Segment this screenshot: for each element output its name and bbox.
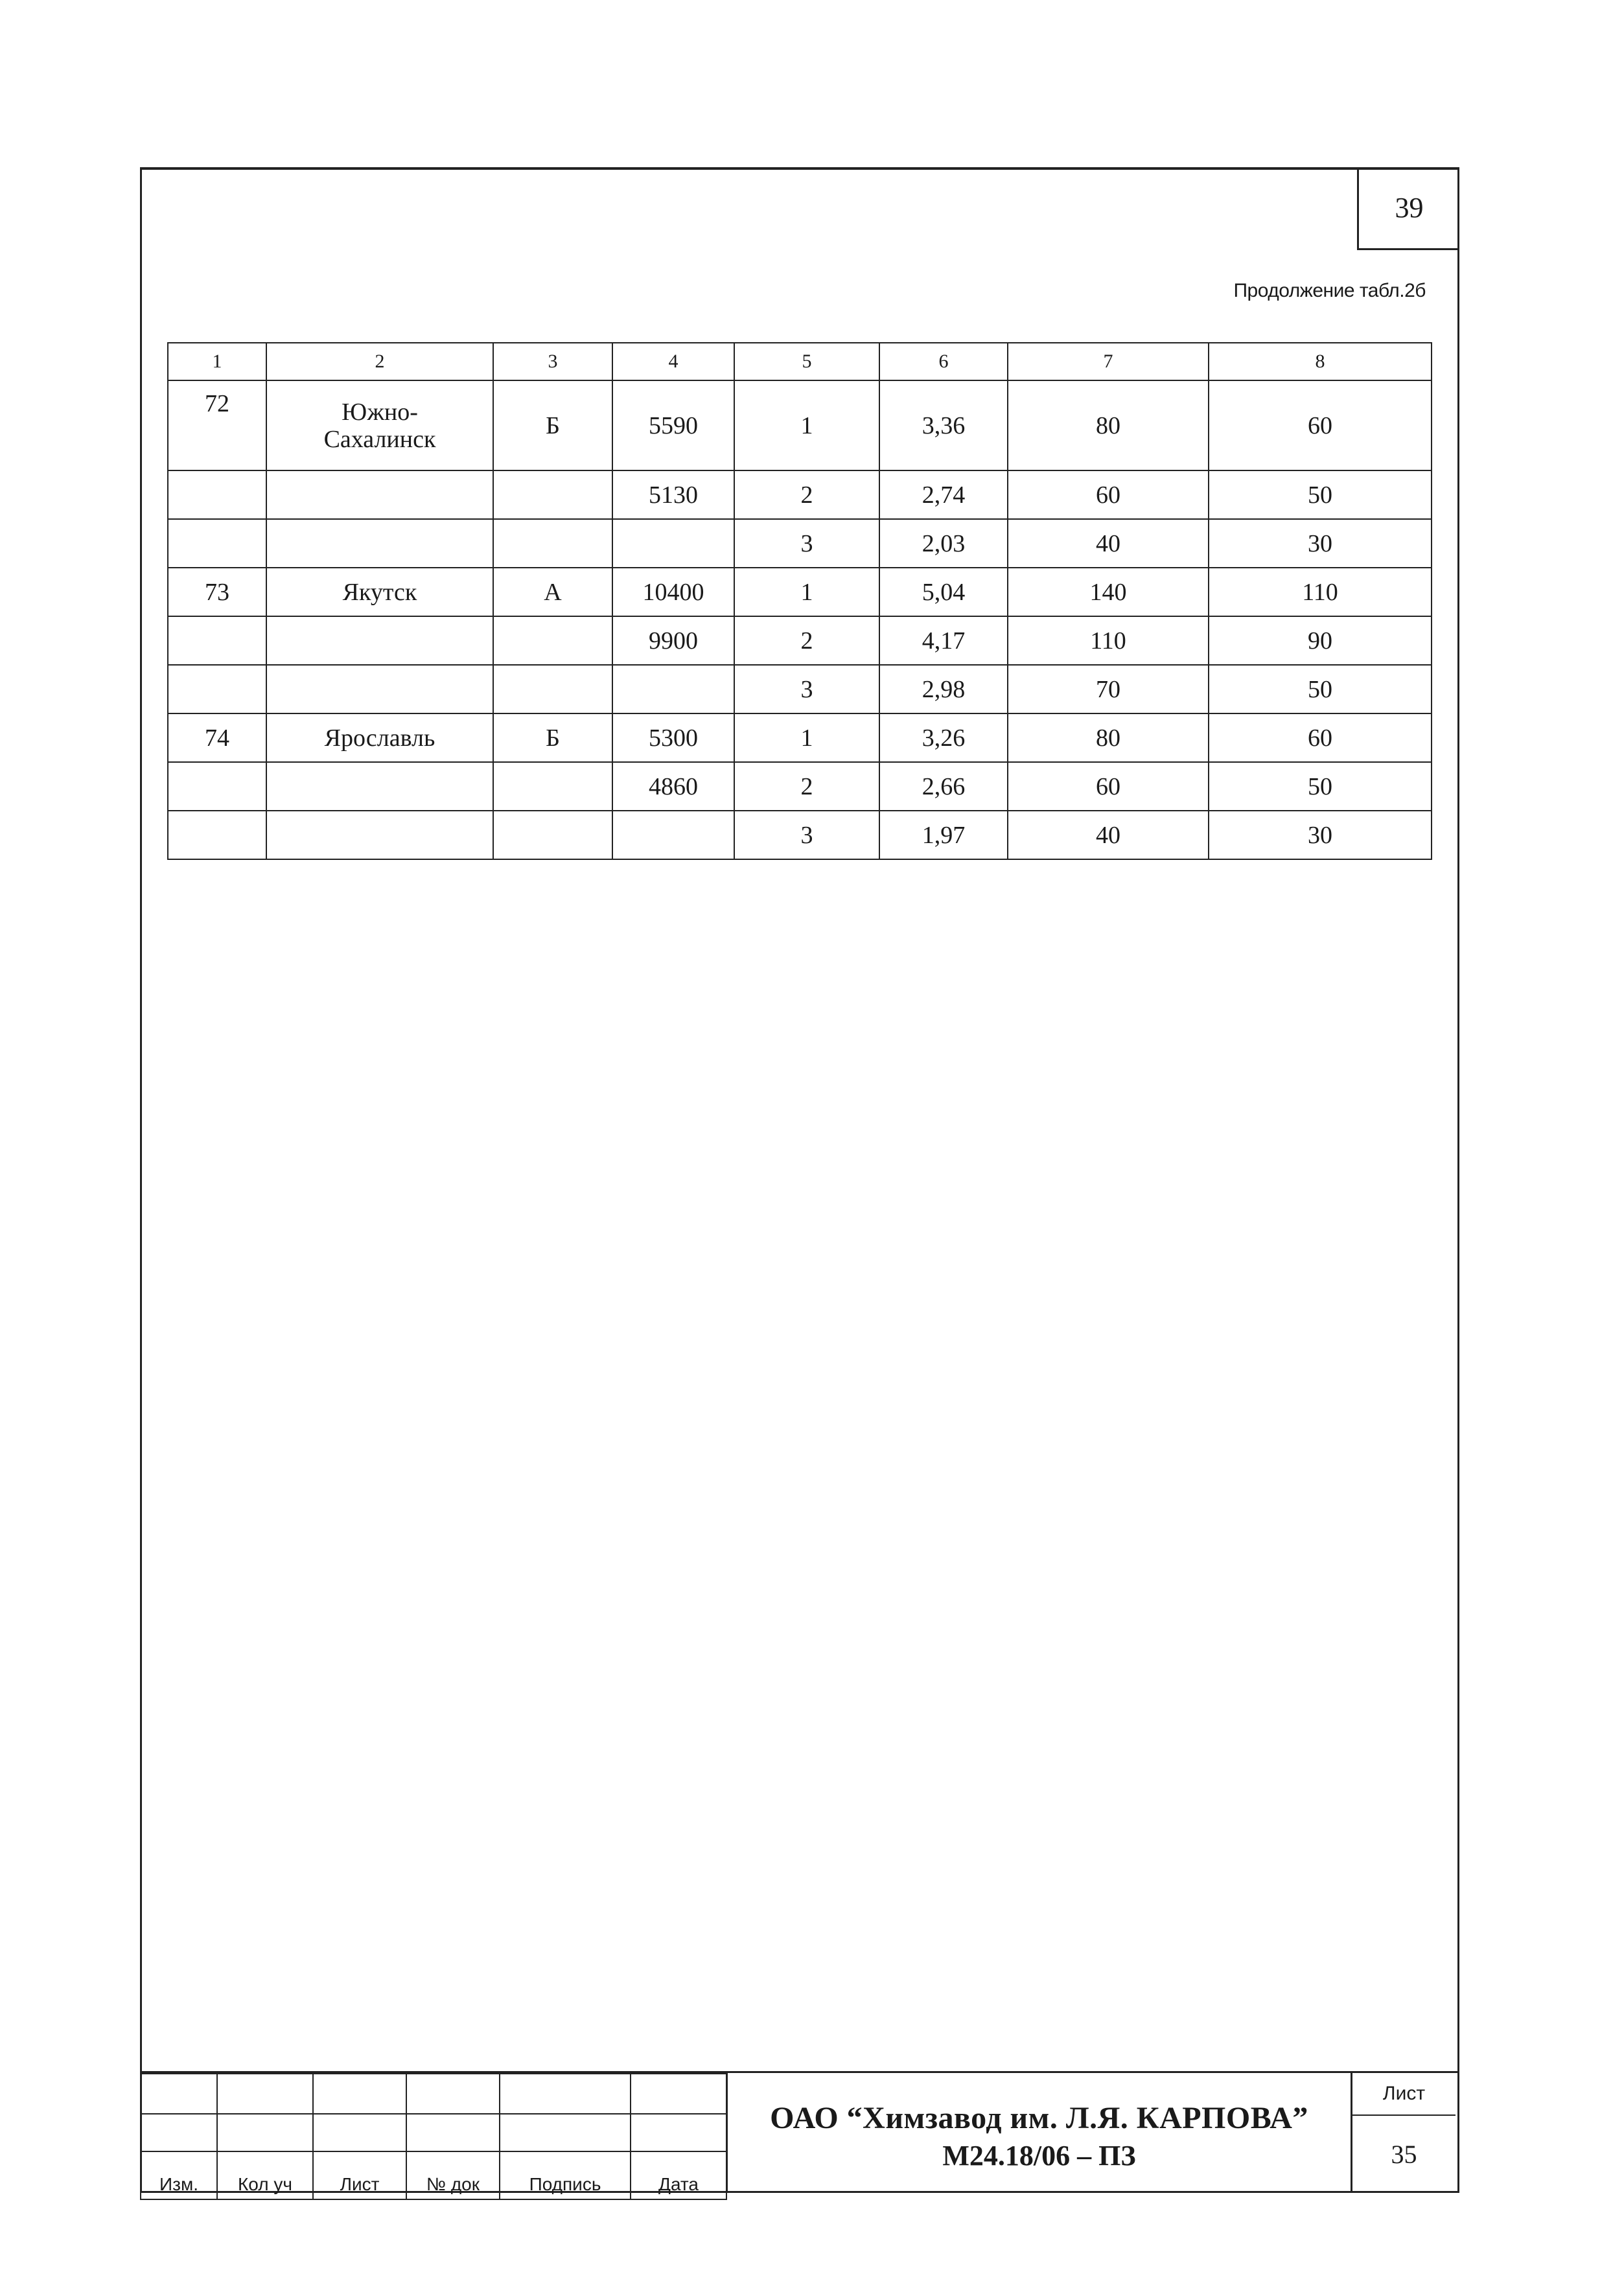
- table-cell: 5,04: [879, 568, 1008, 616]
- stamp-label-count: Кол уч: [217, 2151, 313, 2199]
- table-cell: [168, 762, 266, 811]
- revision-cell: [313, 2074, 406, 2114]
- table-cell: [493, 470, 612, 519]
- table-cell: 60: [1209, 713, 1432, 762]
- table-cell: 50: [1209, 762, 1432, 811]
- table-cell: 90: [1209, 616, 1432, 665]
- table-cell: [168, 811, 266, 859]
- page-number-box: [1357, 167, 1459, 250]
- table-cell: 5130: [612, 470, 734, 519]
- table-cell: 60: [1209, 380, 1432, 470]
- table-row: [168, 470, 1432, 519]
- table-cell: 1: [734, 568, 879, 616]
- page-number: 39: [1395, 192, 1424, 224]
- revision-cell: [500, 2114, 631, 2151]
- table-cell: 40: [1008, 811, 1209, 859]
- column-header: 5: [734, 343, 879, 380]
- revision-cell: [631, 2114, 726, 2151]
- table-row: [168, 713, 1432, 762]
- stamp-sheet-number: 35: [1391, 2139, 1417, 2169]
- table-cell: 140: [1008, 568, 1209, 616]
- table-cell: 74: [168, 713, 266, 762]
- table-cell: 110: [1008, 616, 1209, 665]
- table-cell: [493, 762, 612, 811]
- column-header: 1: [168, 343, 266, 380]
- table-cell: 1,97: [879, 811, 1008, 859]
- column-header: 2: [266, 343, 493, 380]
- organization-name: ОАО “Химзавод им. Л.Я. КАРПОВА”: [770, 2100, 1308, 2135]
- document-code: М24.18/06 – ПЗ: [942, 2139, 1136, 2172]
- title-block: [140, 2071, 1459, 2193]
- table-row: [168, 616, 1432, 665]
- table-cell: [612, 665, 734, 713]
- table-cell: 2: [734, 762, 879, 811]
- table-header-row: [168, 343, 1432, 380]
- table-cell: [266, 665, 493, 713]
- table-cell: [266, 519, 493, 568]
- table-cell: 3: [734, 811, 879, 859]
- table-row: [168, 380, 1432, 470]
- column-header: 7: [1008, 343, 1209, 380]
- column-header: 6: [879, 343, 1008, 380]
- table-row: [168, 568, 1432, 616]
- revision-cell: [217, 2114, 313, 2151]
- table-cell: Ярославль: [266, 713, 493, 762]
- revision-grid: [140, 2073, 727, 2200]
- table-cell: 2,66: [879, 762, 1008, 811]
- table-cell: [493, 519, 612, 568]
- table-cell: 73: [168, 568, 266, 616]
- table-cell: [612, 811, 734, 859]
- table-row: [168, 811, 1432, 859]
- table-cell: Б: [493, 713, 612, 762]
- table-cell: [266, 811, 493, 859]
- table-cell: 30: [1209, 811, 1432, 859]
- stamp-title-area: [726, 2073, 1351, 2193]
- table-cell: 5300: [612, 713, 734, 762]
- table-cell: 4860: [612, 762, 734, 811]
- data-table: [167, 342, 1432, 860]
- revision-cell: [313, 2114, 406, 2151]
- revision-cell: [500, 2074, 631, 2114]
- table-cell: [612, 519, 734, 568]
- table-cell: 1: [734, 713, 879, 762]
- table-cell: 2: [734, 470, 879, 519]
- table-cell: 2,03: [879, 519, 1008, 568]
- table-cell: [168, 470, 266, 519]
- table-cell: 3: [734, 519, 879, 568]
- table-cell: [168, 616, 266, 665]
- table-cell: 50: [1209, 665, 1432, 713]
- stamp-sheet-box: [1351, 2073, 1456, 2193]
- revision-cell: [141, 2114, 217, 2151]
- stamp-label-date: Дата: [631, 2151, 726, 2199]
- stamp-label-signature: Подпись: [500, 2151, 631, 2199]
- table-cell: 80: [1008, 713, 1209, 762]
- table-cell: 10400: [612, 568, 734, 616]
- table-cell: 1: [734, 380, 879, 470]
- table-cell: 50: [1209, 470, 1432, 519]
- column-header: 3: [493, 343, 612, 380]
- table-cell: 2: [734, 616, 879, 665]
- column-header: 8: [1209, 343, 1432, 380]
- table-cell: [168, 519, 266, 568]
- table-row: [168, 665, 1432, 713]
- table-cell: 3,26: [879, 713, 1008, 762]
- column-header: 4: [612, 343, 734, 380]
- table-cell: 9900: [612, 616, 734, 665]
- table-cell: 70: [1008, 665, 1209, 713]
- table-cell: 60: [1008, 470, 1209, 519]
- table-cell: 4,17: [879, 616, 1008, 665]
- table-cell: 3,36: [879, 380, 1008, 470]
- table-cell: 110: [1209, 568, 1432, 616]
- table-cell: 3: [734, 665, 879, 713]
- revision-cell: [406, 2114, 500, 2151]
- table-cell: [266, 762, 493, 811]
- table-cell: Якутск: [266, 568, 493, 616]
- table-cell: [266, 616, 493, 665]
- stamp-label-doc-number: № док: [406, 2151, 500, 2199]
- table-cell: [493, 665, 612, 713]
- stamp-sheet-label: Лист: [1352, 2073, 1456, 2116]
- table-cell: 2,98: [879, 665, 1008, 713]
- table-cell: Б: [493, 380, 612, 470]
- stamp-label-sheet: Лист: [313, 2151, 406, 2199]
- table-cell: А: [493, 568, 612, 616]
- table-continuation-label: Продолжение табл.2б: [1233, 280, 1426, 301]
- table-cell: [493, 811, 612, 859]
- table-cell: [168, 665, 266, 713]
- table-row: [168, 519, 1432, 568]
- table-cell: 40: [1008, 519, 1209, 568]
- table-row: [168, 762, 1432, 811]
- revision-cell: [406, 2074, 500, 2114]
- city-name-multiline: Южно- Сахалинск: [323, 398, 436, 453]
- stamp-label-change: Изм.: [141, 2151, 217, 2199]
- table-cell: 5590: [612, 380, 734, 470]
- revision-cell: [141, 2074, 217, 2114]
- table-cell: 72: [168, 380, 266, 470]
- table-cell: [493, 616, 612, 665]
- revision-cell: [217, 2074, 313, 2114]
- revision-cell: [631, 2074, 726, 2114]
- table-cell: 2,74: [879, 470, 1008, 519]
- table-cell: 60: [1008, 762, 1209, 811]
- table-cell: 80: [1008, 380, 1209, 470]
- table-cell: 30: [1209, 519, 1432, 568]
- table-cell: [266, 380, 493, 470]
- table-cell: [266, 470, 493, 519]
